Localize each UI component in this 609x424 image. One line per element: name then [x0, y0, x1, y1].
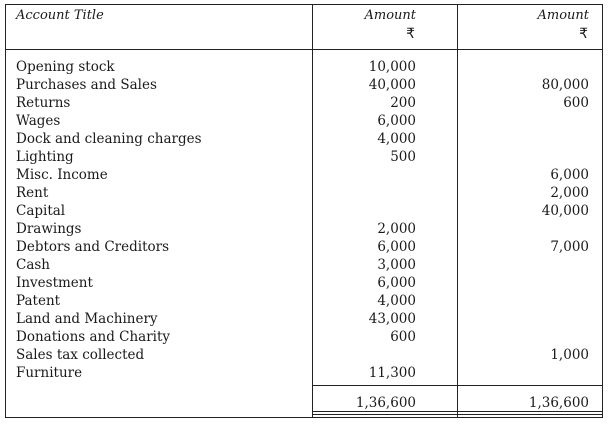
- table-row: [6, 238, 602, 256]
- account-rows: [6, 58, 602, 382]
- table-row: [6, 274, 602, 292]
- debit-amount-cell: 43,000: [368, 311, 416, 327]
- table-row: [6, 328, 602, 346]
- account-title-cell: Sales tax collected: [16, 347, 145, 363]
- table-row: [6, 166, 602, 184]
- trial-balance-table: [5, 4, 603, 418]
- account-title-cell: Land and Machinery: [16, 311, 158, 327]
- credit-amount-cell: 2,000: [550, 185, 589, 201]
- debit-amount-cell: 11,300: [368, 365, 416, 381]
- table-row: [6, 184, 602, 202]
- debit-amount-cell: 4,000: [377, 131, 416, 147]
- table-row: [6, 256, 602, 274]
- credit-amount-cell: 600: [563, 95, 589, 111]
- header-account-title: Account Title: [16, 8, 104, 23]
- header-amount-debit: Amount: [364, 8, 416, 23]
- account-title-cell: Lighting: [16, 149, 74, 165]
- account-title-cell: Patent: [16, 293, 61, 309]
- debit-amount-cell: 6,000: [377, 275, 416, 291]
- account-title-cell: Returns: [16, 95, 71, 111]
- account-title-cell: Dock and cleaning charges: [16, 131, 202, 147]
- account-title-cell: Purchases and Sales: [16, 77, 157, 93]
- account-title-cell: Wages: [16, 113, 61, 129]
- account-title-cell: Cash: [16, 257, 51, 273]
- header-separator: [6, 49, 602, 50]
- account-title-cell: Opening stock: [16, 59, 115, 75]
- total-top-rule: [312, 385, 602, 386]
- debit-amount-cell: 600: [390, 329, 416, 345]
- total-double-rule-lower: [312, 414, 602, 415]
- account-title-cell: Debtors and Creditors: [16, 239, 170, 255]
- credit-amount-cell: 40,000: [541, 203, 589, 219]
- header-amount-credit: Amount: [537, 8, 589, 23]
- debit-amount-cell: 10,000: [368, 59, 416, 75]
- table-row: [6, 58, 602, 76]
- table-row: [6, 202, 602, 220]
- account-title-cell: Donations and Charity: [16, 329, 171, 345]
- table-row: [6, 310, 602, 328]
- debit-amount-cell: 3,000: [377, 257, 416, 273]
- table-row: [6, 76, 602, 94]
- total-debit: 1,36,600: [355, 395, 416, 411]
- account-title-cell: Drawings: [16, 221, 82, 237]
- credit-amount-cell: 6,000: [550, 167, 589, 183]
- account-title-cell: Capital: [16, 203, 66, 219]
- credit-amount-cell: 7,000: [550, 239, 589, 255]
- account-title-cell: Rent: [16, 185, 49, 201]
- debit-amount-cell: 2,000: [377, 221, 416, 237]
- table-row: [6, 364, 602, 382]
- table-row: [6, 220, 602, 238]
- rupee-symbol-debit: ₹: [406, 26, 415, 42]
- rupee-symbol-credit: ₹: [579, 26, 588, 42]
- credit-amount-cell: 1,000: [550, 347, 589, 363]
- account-title-cell: Misc. Income: [16, 167, 108, 183]
- table-row: [6, 292, 602, 310]
- table-row: [6, 130, 602, 148]
- credit-amount-cell: 80,000: [541, 77, 589, 93]
- account-title-cell: Investment: [16, 275, 93, 291]
- table-row: [6, 346, 602, 364]
- debit-amount-cell: 6,000: [377, 113, 416, 129]
- table-row: [6, 112, 602, 130]
- total-credit: 1,36,600: [528, 395, 589, 411]
- debit-amount-cell: 500: [390, 149, 416, 165]
- debit-amount-cell: 4,000: [377, 293, 416, 309]
- debit-amount-cell: 40,000: [368, 77, 416, 93]
- debit-amount-cell: 200: [390, 95, 416, 111]
- debit-amount-cell: 6,000: [377, 239, 416, 255]
- table-row: [6, 148, 602, 166]
- account-title-cell: Furniture: [16, 365, 83, 381]
- table-row: [6, 94, 602, 112]
